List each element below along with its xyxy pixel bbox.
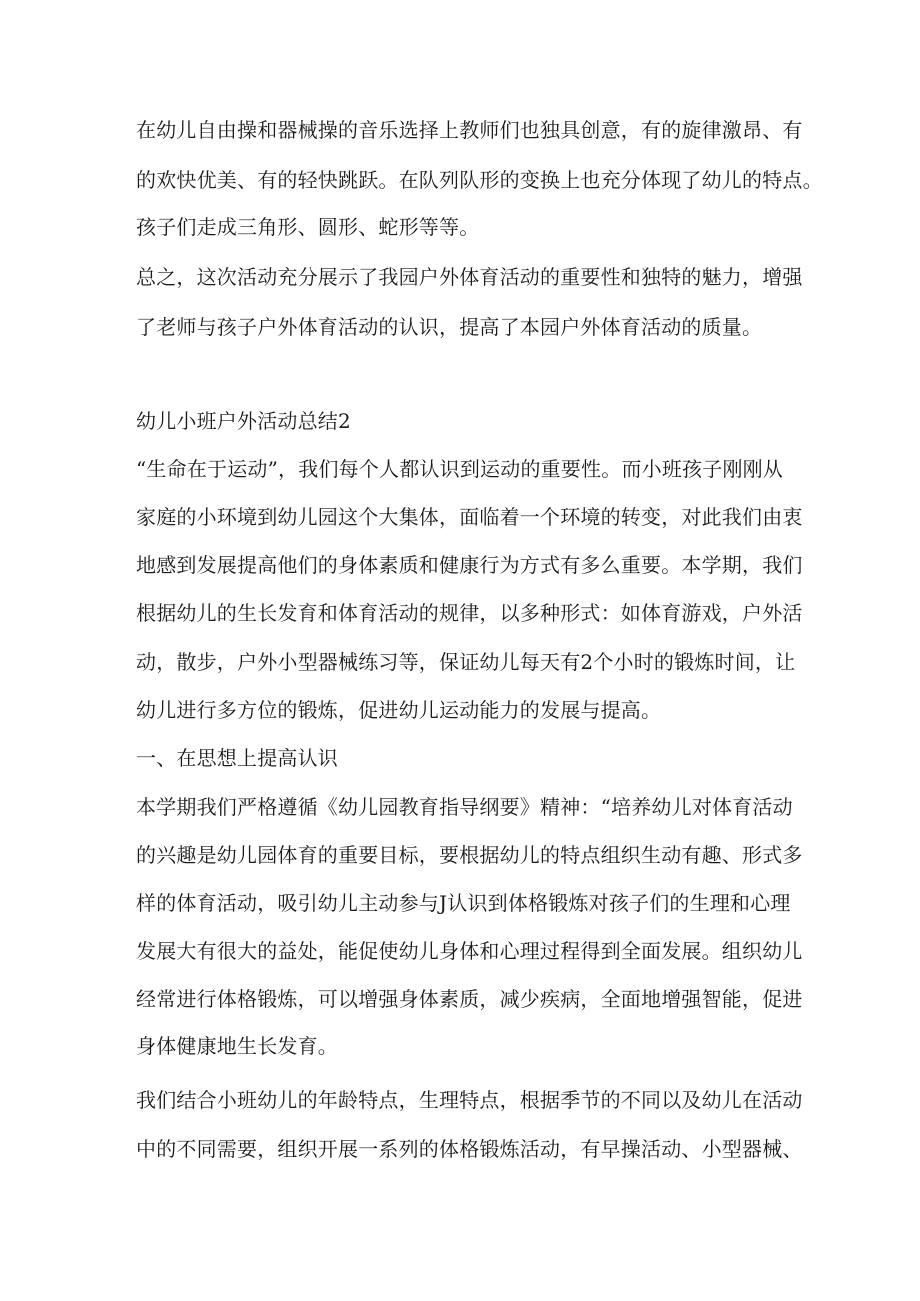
paragraph-4-line-2: 的兴趣是幼儿园体育的重要目标，要根据幼儿的特点组织生动有趣、形式多 xyxy=(136,843,803,867)
section-title: 幼儿小班户外活动总结2 xyxy=(136,409,351,433)
paragraph-3-line-5: 动，散步，户外小型器械练习等，保证幼儿每天有2个小时的锻炼时间，让 xyxy=(136,650,796,674)
paragraph-2-line-1: 总之，这次活动充分展示了我园户外体育活动的重要性和独特的魅力，增强 xyxy=(136,265,803,289)
paragraph-1-line-3: 孩子们走成三角形、圆形、蛇形等等。 xyxy=(136,215,480,239)
heading-1: 一、在思想上提高认识 xyxy=(136,746,338,770)
paragraph-3-line-2: 家庭的小环境到幼儿园这个大集体，面临着一个环境的转变，对此我们由衷 xyxy=(136,505,803,529)
paragraph-4-line-5: 经常进行体格锻炼，可以增强身体素质，减少疾病，全面地增强智能，促进 xyxy=(136,987,803,1011)
paragraph-1-line-2: 的欢快优美、有的轻快跳跃。在队列队形的变换上也充分体现了幼儿的特点。 xyxy=(136,168,823,192)
paragraph-2-line-2: 了老师与孩子户外体育活动的认识，提高了本园户外体育活动的质量。 xyxy=(136,315,763,339)
paragraph-5-line-2: 中的不同需要，组织开展一系列的体格锻炼活动，有早操活动、小型器械、 xyxy=(136,1137,803,1161)
paragraph-4-line-6: 身体健康地生长发育。 xyxy=(136,1034,338,1058)
paragraph-4-line-3: 样的体育活动，吸引幼儿主动参与J认识到体格锻炼对孩子们的生理和心理 xyxy=(136,891,791,915)
paragraph-5-line-1: 我们结合小班幼儿的年龄特点，生理特点，根据季节的不同以及幼儿在活动 xyxy=(136,1088,803,1112)
paragraph-1-line-1: 在幼儿自由操和器械操的音乐选择上教师们也独具创意，有的旋律激昂、有 xyxy=(136,118,803,142)
paragraph-3-line-1: “生命在于运动”，我们每个人都认识到运动的重要性。而小班孩子刚刚从 xyxy=(136,457,784,481)
paragraph-3-line-3: 地感到发展提高他们的身体素质和健康行为方式有多么重要。本学期，我们 xyxy=(136,553,803,577)
paragraph-3-line-6: 幼儿进行多方位的锻炼，促进幼儿运动能力的发展与提高。 xyxy=(136,698,662,722)
paragraph-3-line-4: 根据幼儿的生长发育和体育活动的规律，以多种形式：如体育游戏，户外活 xyxy=(136,601,803,625)
paragraph-4-line-4: 发展大有很大的益处，能促使幼儿身体和心理过程得到全面发展。组织幼儿 xyxy=(136,939,803,963)
paragraph-4-line-1: 本学期我们严格遵循《幼儿园教育指导纲要》精神：“培养幼儿对体育活动 xyxy=(136,795,793,819)
